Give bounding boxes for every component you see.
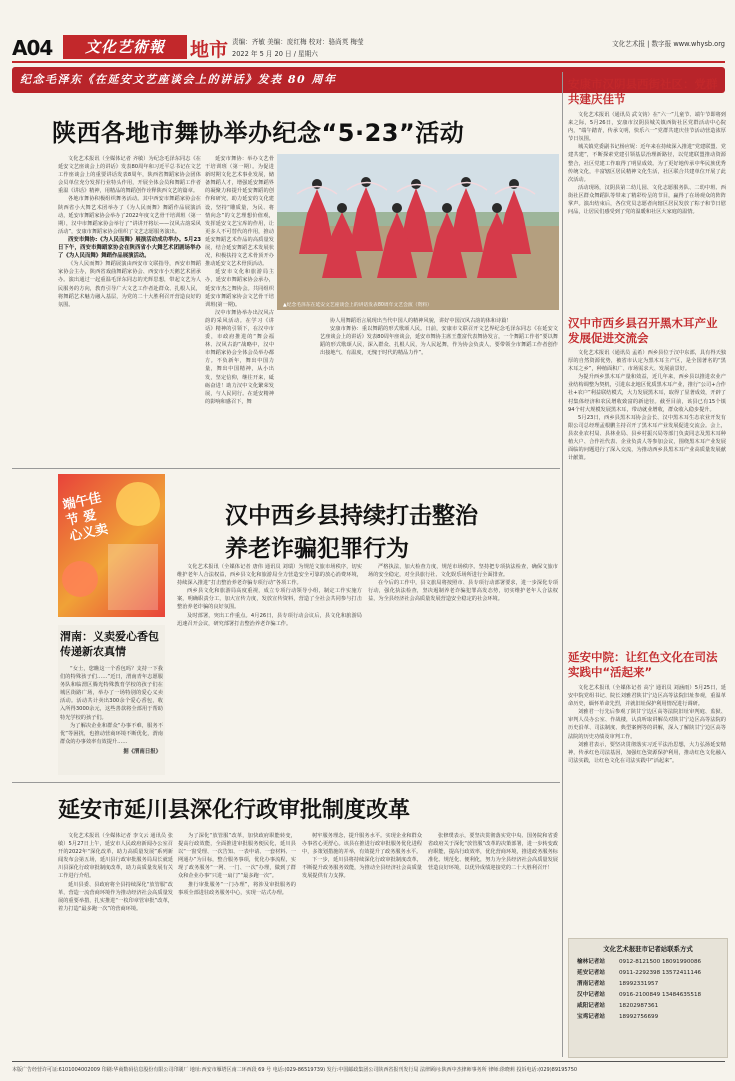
lead-para: 汉中市舞协举办出汉风古韵的采风活动。在学习《讲话》精神的引领下，在汉中市委，市政府推进的“舞会福林、汉风古韵”战略中，汉中市舞蹈家协会全体会员举办都方。不负新年，舞出中国力量，舞出中国精神，从小出发，坚定信仰，继往开来，砥砺奋进！助力汉中文化繁荣发展，与人民同行。在延安精神的影响和感召下，舞 xyxy=(205,309,274,405)
contact-station: 渭南记者站 xyxy=(577,981,605,987)
fraud-para: 及时部署，突出工作重点。4月26日，县专项行动会议后，县文化和旅游局迅速召开会议，研究部署打击整治养老诈骗工作。 xyxy=(177,612,362,627)
issue-date: 2022 年 5 月 20 日 / 星期六 xyxy=(232,50,318,58)
reform-para: 树牢服务理念，提升服务水平。实现企业和群众办事省心更舒心。该县在推进行政审批服务优化进程中，多策划措施的并举，有效提升了政务服务水平。 xyxy=(302,833,422,856)
lead-subhead: 西安市舞协:《为人民而舞》展演活动成功举办。5月23日下午，西安市舞蹈家协会在陕西省小大舞艺术团剧场举办了《为人民而舞》舞蹈作品展演活动。 xyxy=(58,236,201,260)
lead-para: 各地市舞协积极组织舞务活动。其中西安市舞蹈家协会在陕西省小大舞艺术团举办了《为人民而舞》舞蹈作品展演活动，延安市舞蹈家协会举办了2022年度文艺骨干培训班（第一期），汉中市舞蹈家协会举行了“讲讲开将坛——汉风古韵采风活动”，安康市舞蹈家协会组织了文艺志愿服务演出。 xyxy=(58,196,201,235)
reform-para: 为了深化“放管服”改革，加快政府职能转变，提高行政效能，全面推进审批服务便民化，延川县以“一窗受理、一次告知、一表申请、一套材料、一网通办”为目标，整合服务事项，优化办事流程，实现了政务服务“一网、一门、一次”办理，做到了群众和企业办事“只进一扇门”“最多跑一次”。 xyxy=(178,833,296,880)
right-para: 城关镇党委副书记杨应妮：近年来在持续深入推进“党建联盟、党建共建”，不断探索党建引领基层治理新路径，以党建联盟推动资源整合，社区党建工作取得了明显成效。为了更好地传承中华民族优秀传统文化，丰富辖区居民精神文化生活，社区联合共建单位开展了此次活动。 xyxy=(568,144,726,183)
fraud-para: 西乡县文化和旅游局高度重视，成立专项行动领导小组，制定工作实施方案，明确职责分工，加大宣传力度，发放宣传资料，营造了全社会共同参与打击整治养老诈骗的良好氛围。 xyxy=(177,588,362,611)
right-para: 文化艺术报讯（通讯员 武文钧）在“六一”儿童节、端午节即将到来之际，5月26日，安康市汉阴县城关镇西街社区党群活动中心院内，“端午踏青，传承文明，快乐六一”党群共建庆佳节活动营造浓厚节日氛围。 xyxy=(568,112,726,143)
lead-column-2 xyxy=(205,155,274,460)
contact-title: 文化艺术报驻市记者站联系方式 xyxy=(603,945,693,953)
contact-phone: 18992331957 xyxy=(619,981,659,987)
contact-station: 汉中记者站 xyxy=(577,992,605,998)
dancers-illustration xyxy=(277,154,559,310)
contact-station: 榆林记者站 xyxy=(577,959,605,965)
brand-logo xyxy=(63,35,187,59)
contact-phone: 18202987361 xyxy=(619,1003,659,1009)
fraud-para: 严格执法，加大检查力度，规范市场秩序。坚持把专项执法检查，确保文旅市场的安全稳定，对全县旅行社、文化娱乐场所进行全面排查。 xyxy=(368,564,558,579)
lead-para: 延安市文化和旅游局主办，延安市舞蹈家协会承办，延安市杰之舞协会。共同组织延安市舞蹈家协会文艺骨干培训班(第一期)。 xyxy=(205,269,274,308)
poster-text: 端午佳节 爱心义卖 xyxy=(61,490,110,545)
fraud-headline-line2: 养老诈骗犯罪行为 xyxy=(225,536,409,562)
reform-para: 推行审批服务“一门办理”，将涉及审批服务的事项全部进驻政务服务中心，实现一站式办理。 xyxy=(178,881,296,896)
lead-para: 《为人民而舞》舞蹈展演由西安市文联指导，西安市舞蹈家协会主办，陕西省戏曲舞蹈家协会、西安市小天鹅艺术团承办。演出通过一起重温毛泽东同志的光辉思想，带起文艺为人民服务的方向，教育引导广大文艺工作者赴群众、扎根人民，将舞蹈艺术魅力融入基层，为党的二十大胜利召开营造良好的氛围。 xyxy=(58,261,201,308)
reform-column-1 xyxy=(58,832,173,1057)
section-title: 地市 xyxy=(190,39,229,61)
weinan-photo xyxy=(58,474,165,617)
section-divider xyxy=(12,782,560,783)
lead-para: 文化艺术报讯（全媒体记者 齐敏）为纪念毛泽东同志《在延安文艺座谈会上的讲话》发表80周年和习近平总书记在文艺工作座谈会上的重要讲话发表8周年，陕西省舞蹈家协会团体会员单位充分发挥行业特头作用，开展全体会员和舞蹈工作者重温《讲话》精神，用精品的舞蹈创作诠释陕西文艺的篇章。 xyxy=(58,156,201,195)
right-para: 文化艺术报讯（通讯员 孟希）西乡县位于汉中东部，具有得天独厚的自然资源优势，被省市认定为黑木耳主产区，是全国著名的“黑木耳之乡”，种植面积广、市场需求大、发展前景好。 xyxy=(568,350,726,373)
right-para: 为提升西乡黑木耳产量和效益，近几年来，西乡县以推进农业产业结构调整为契机，引进东北地区优质黑木耳产业，推行“公司+合作社+农户”利益联结模式，大力发展黑木耳，取得了显著成效，开辟了村集体经济和农民增收致富的新途径。截至目前，该县已有15个镇94个村大规模发展黑木耳，带动就业增收，群众收入稳步提升。 xyxy=(568,374,726,413)
right-article-3-title: 延安中院：让红色文化在司法实践中“活起来” xyxy=(568,650,718,679)
contact-row xyxy=(577,990,719,1001)
editor-credits: 责编：齐敏 美编：庞红梅 校对：骆尚英 梅莹 xyxy=(232,38,364,46)
weinan-source: 据《渭南日报》 xyxy=(123,749,161,755)
fraud-column-1 xyxy=(177,563,362,775)
lead-para: 安康市舞协：重以舞蹈的形式歌颂人民。日前，安康市文联召开文艺界纪念毛泽东同志《在延安文艺座谈会上的讲话》发表80周年座谈会，延安市舞协主席王董富代表舞协发言，一个舞蹈工作者“要以舞蹈的形式歌颂人民，深入群众、扎根人民，为人民起舞，作为协会负责人，要带领全市舞蹈工作者创作出接地气、有温度，无愧于时代的精品力作”。 xyxy=(320,326,558,357)
weinan-para: “女士，您瞧这一个香包吗？支持一下我们的特殊孩子们……”近日，渭南青年志愿服务队和临渭区腾光特殊教育学校的孩子们在城区街路广场，举办了一场特别的爱心义卖活动。活动共计卖出300余个爱心香包，收入所得3000余元，这些善款将全部用于帮助特光学校的孩子们。 xyxy=(60,666,163,721)
banner-text: 纪念毛泽东《在延安文艺座谈会上的讲话》发表 80 周年 xyxy=(20,73,337,86)
right-article-2-body xyxy=(568,349,726,645)
lead-para: 协人用舞蹈语言展现出当代中国人的精神风貌，讲好中国汉风古韵的体和诗篇！ xyxy=(330,318,512,324)
right-article-1-title: 安康市汉阴县西街社区：党群共建庆佳节 xyxy=(568,77,718,106)
right-para: 刘雅君表示，要坚决贯彻落实习近平法治思想，大力弘扬延安精神，传承红色司法基因，加强红色资源保护利用，推动红色文化融入司法实践，让红色文化在司法实践中“活起来”。 xyxy=(568,741,726,764)
fraud-para: 文化艺术报讯（全媒体记者 唐伟 通讯员 刘瑞）为规范文旅市场秩序，切实维护老年人合法权益，西乡县文化和旅游局全力营造安全可靠的放心消费环境，持续深入推进“打击整治养老诈骗专项行动”各项工作。 xyxy=(177,564,362,587)
footer-text: 本版广告经营许可证:6101004002009 印刷:华商数码信息股份有限公司印刷厂 地址:西安市雁塔区南二环西段 69 号 电话:(029-86519739) 发行:中国邮政集团公司陕西省报刊发行局 法律顾问:陕西中杰律师事务所 律师:徐晓莉 投诉电话:(029)89195750 xyxy=(12,1067,578,1073)
lead-headline: 陕西各地市舞协举办纪念“5·23”活动 xyxy=(52,119,465,147)
reform-para: 张修璞表示，要坚决贯彻落实党中央、国务院和省委省政府关于深化“放管服”改革的决策部署，进一步转变政府职能，提高行政效率，优化营商环境，推进政务服务标准化、规范化、便利化，努力为全县经济社会高质量发展营造良好环境，以优异成绩迎接党的二十大胜利召开！ xyxy=(428,833,558,872)
contact-phone: 0912-8121500 18091990086 xyxy=(619,959,702,965)
fraud-para: 在今后的工作中，县文旅局将按照市、县专项行动部署要求，进一步深化专项行动，强化执法检查，坚决遏制养老诈骗犯罪高发态势，切实维护老年人合法权益，为全县经济社会高质量发展营造安全稳定的社会环境。 xyxy=(368,580,558,603)
page-number: A04 xyxy=(12,36,53,60)
reform-para: 文化艺术报讯（全媒体记者 李文云 通讯员 张敏）5月27日上午，延安市人民政府新闻办公室召开的2022年“深化改革，助力高质量发展”系列新闻发布会第五场，延川县行政审批服务局局长就延川县深化行政审批制度改革，助力高质量发展有关工作进行介绍。 xyxy=(58,833,173,880)
lead-column-3 xyxy=(320,317,558,462)
contact-list xyxy=(569,957,727,1023)
right-article-2-title: 汉中市西乡县召开黑木耳产业发展促进交流会 xyxy=(568,316,718,345)
right-para: 5月23日，西乡县黑木耳协会会长、汉中黑木耳生态农业开发有限公司总经理孟根鹏主持召开了黑木耳产业发展促进交流会。会上，县农业农村局、县林业局、县乡村振兴局等部门负责同志及黑木耳种植大户、合作社代表、企业负责人等参加会议，围绕黑木耳产业发展面临的问题进行了深入交流，为推动西乡县黑木耳产业高质量发展献计献策。 xyxy=(568,414,726,462)
lead-photo-caption: ▲纪念毛泽东在延安文艺座谈会上的讲话发表80周年文艺会演（资料） xyxy=(283,303,432,308)
reform-column-2 xyxy=(178,832,296,1057)
brand-logo-text: 文化艺術報 xyxy=(84,38,165,56)
contact-row xyxy=(577,957,719,968)
right-para: 刘雅君一行先后参观了陕甘宁边区高等法院旧址审判庭、监狱、审判人员办公室、作战楼，认真听取讲解员对陕甘宁边区高等法院的历史沿革、司法制度、典型案例等的讲解，深入了解陕甘宁边区高等法院的历史功绩及审判工作。 xyxy=(568,709,726,740)
contact-station: 宝鸡记者站 xyxy=(577,1014,605,1020)
contact-phone: 18992756699 xyxy=(619,1014,659,1020)
header-rule xyxy=(12,61,725,63)
lead-photo xyxy=(277,154,559,310)
section-divider xyxy=(12,468,560,469)
fraud-column-2 xyxy=(368,563,558,775)
footer-rule xyxy=(12,1061,725,1062)
contact-station: 咸阳记者站 xyxy=(577,1003,605,1009)
right-article-3-body xyxy=(568,684,726,906)
contact-phone: 0916-2100849 13484635518 xyxy=(619,992,702,998)
contact-row xyxy=(577,1001,719,1012)
reform-column-3 xyxy=(302,832,422,1057)
masthead xyxy=(0,0,735,72)
reform-para: 下一步，延川县将持续深化行政审批制度改革，不断提升政务服务效能，为推动全县经济社会高质量发展提供有力支撑。 xyxy=(302,857,422,880)
header-site: 文化艺术报 | 数字报 www.whysb.org xyxy=(612,40,725,48)
contact-row xyxy=(577,979,719,990)
weinan-box xyxy=(58,625,165,775)
fraud-headline-line1: 汉中西乡县持续打击整治 xyxy=(225,503,478,529)
weinan-headline: 渭南：义卖爱心香包 传递新农真情 xyxy=(60,630,159,658)
lead-para: 延安市舞协：举办文艺骨干培训班（第一期）。为促进新时期文化艺术事业发展，储备舞蹈人才，增强延安舞蹈界的凝聚力和提升延安舞蹈的创作和研究，助力延安的文化建设，坚持“雕质量，为民、将情向念”的文艺理想价值观，发挥延安文艺宝库的作用，让更多人不可替代的作用，推动延安舞蹈艺术作品的高质量发展，结合延安舞蹈艺术发展状况，积极扶持文艺术骨顶开办推动延安文艺术骨顶活动。 xyxy=(205,156,274,268)
weinan-body xyxy=(58,659,165,747)
right-column-divider xyxy=(562,72,563,1057)
contact-box xyxy=(568,938,728,1058)
contact-row xyxy=(577,1012,719,1023)
right-para: 活动现场，汉阴县第二幼儿园、文化志愿服务队、二幼中班、西街社区群众舞蹈队等带来了精彩纷呈的节目，赢得了在场观众的阵阵掌声。演出结束后，各位党员志愿者向辖区居民发放了粽子和节日慰问品，让居民们感受到了党的温暖和社区大家庭的温情。 xyxy=(568,184,726,216)
contact-row xyxy=(577,968,719,979)
lead-column-1 xyxy=(58,155,201,460)
reform-column-4 xyxy=(428,832,558,1057)
reform-headline: 延安市延川县深化行政审批制度改革 xyxy=(58,798,411,823)
contact-station: 延安记者站 xyxy=(577,970,605,976)
contact-phone: 0911-2292398 13572411146 xyxy=(619,970,702,976)
weinan-para: 为了解决企业和群众“办事不难，服务不优”等困扰，也推动营商环境不断优化，渭南群众的办事效率有效提升…… xyxy=(60,722,163,745)
reform-para: 延川县委、县政府将全县持续深化“放管服”改革，营造一流营商环境作为推动经济社会高质量发展的重要举措，扎实推进“一枚印章管审批”改革，着力打造“最多跑一次”的营商环境。 xyxy=(58,881,173,912)
right-para: 文化艺术报讯（全媒体记者 高宁 通讯员 刘涵雨）5月25日，延安中院党组书记、院长刘雅君陕甘宁边区高等法院旧址参观，重温革命历史，缅怀革命先烈，并就旧址保护利用情况进行调研。 xyxy=(568,685,726,708)
right-article-1-body xyxy=(568,111,726,308)
